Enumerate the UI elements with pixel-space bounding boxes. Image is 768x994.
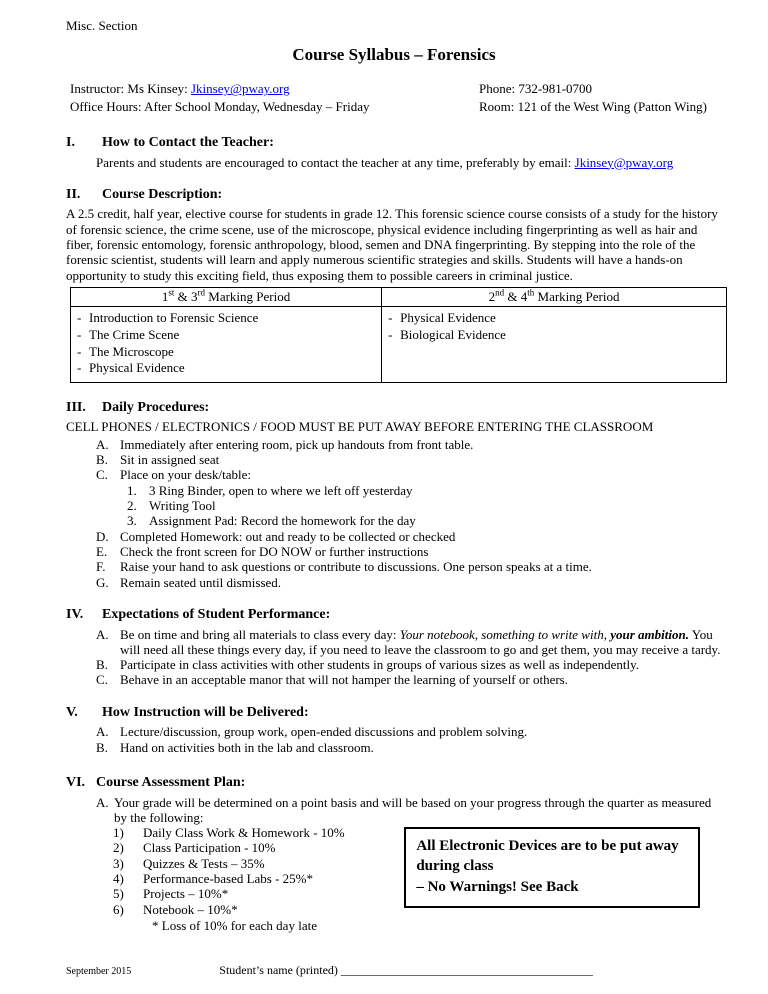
list-text: Behave in an acceptable manor that will not hamper the learning of yourself or others. [120,672,568,688]
text-normal: You will need all these things every day, if you need to leave the classroom to go and get them, you may receive a tardy. [120,626,721,657]
list-item [113,856,404,871]
list-item [113,840,404,855]
header-text: Marking Period [205,289,291,305]
table-item-text: Physical Evidence [400,310,496,326]
list-text: Sit in assigned seat [120,452,220,468]
footer-date: September 2015 [66,966,132,978]
table-list-item [77,360,375,377]
list-text: Daily Class Work & Homework - 10% [143,825,345,841]
table-header-left [71,288,382,306]
list-marker: 2. [127,498,137,514]
list-item [96,657,722,672]
instructor-label: Instructor: Ms Kinsey: [70,81,191,97]
header-text: 2 [488,289,496,305]
list-item [96,575,722,590]
list-marker: 4) [113,871,124,887]
table-list-item [77,310,375,327]
list-item [113,886,404,901]
list-item [96,724,722,739]
header-text: & 4 [504,289,528,305]
section-number: II. [66,186,81,202]
dash-bullet: - [77,360,82,376]
list-text: Lecture/discussion, group work, open-ended discussions and problem solving. [120,724,528,740]
list-marker: 1. [127,482,137,498]
list-item [96,467,722,482]
list-item [113,871,404,886]
section-heading-contact-teacher [66,135,722,152]
list-marker: 3. [127,513,137,529]
list-text: 3 Ring Binder, open to where we left off yesterday [149,482,413,498]
section-heading-assessment [66,775,722,792]
list-marker: C. [96,672,108,688]
table-list-item [388,310,720,327]
list-marker: 1) [113,825,124,841]
contact-teacher-body [96,155,722,170]
table-list-item [77,344,375,361]
marking-period-table [70,287,727,383]
table-item-text: Introduction to Forensic Science [89,310,259,326]
list-marker: A. [96,794,109,810]
list-marker: A. [96,626,109,642]
list-marker: 5) [113,886,124,902]
section-number: IV. [66,606,84,622]
table-cell-left [71,307,382,382]
contact-right-column [479,81,722,116]
list-marker: 2) [113,840,124,856]
contact-info-block [70,81,722,118]
list-item [96,437,722,452]
late-penalty-footnote: * Loss of 10% for each day late [152,918,317,934]
list-marker: B. [96,657,108,673]
table-item-text: Physical Evidence [89,360,185,376]
list-item [96,529,722,544]
list-text: Hand on activities both in the lab and classroom. [120,739,374,755]
course-description-paragraph: A 2.5 credit, half year, elective course for students in grade 12. This forensic science course consists of a study for the history of forensic science, the crime scene, use of the microscope, physical evidence including fingerprinting as well as hair and fiber, forensic entomology, forensic anthropology, blood, semen and DNA fingerprinting. By stepping into the role of the forensic scientist, students will learn and apply numerous scientific strategies and skills. Students will have a hands-on opportunity to study this exciting field, thus exposing them to possible careers in criminal justice. [66,206,718,283]
section-heading-course-description [66,187,722,204]
student-name-line: Student’s name (printed) __________________________________________ [219,963,593,978]
dash-bullet: - [388,310,393,326]
table-item-text: The Crime Scene [89,326,180,342]
section-title: Daily Procedures: [102,399,210,415]
section-title: Course Description: [102,186,223,202]
page-title: Course Syllabus – Forensics [292,45,496,65]
list-text: Your grade will be determined on a point basis and will be based on your progress through the quarter as measured by the following: [114,794,712,825]
page-footer [66,963,722,978]
list-item [96,452,722,467]
section-title: How to Contact the Teacher: [102,135,274,151]
list-item [127,498,722,513]
section-heading-expectations [66,607,722,624]
list-text: Check the front screen for DO NOW or further instructions [120,544,429,559]
list-item [113,902,404,917]
instructor-email-link[interactable]: Jkinsey@pway.org [190,81,290,97]
dash-bullet: - [77,326,82,342]
instructor-line [70,81,479,96]
section-heading-instruction [66,705,722,722]
section-number: VI. [66,774,86,790]
list-marker: 6) [113,901,124,917]
table-list-item [77,327,375,344]
list-text: Participate in class activities with other students in groups of various sizes as well as independently. [120,657,640,673]
text-normal: Be on time and bring all materials to class every day: [120,626,400,642]
list-text: Remain seated until dismissed. [120,574,282,590]
office-hours-line: Office Hours: After School Monday, Wednesday – Friday [70,98,370,114]
ordinal-superscript: st [168,287,175,298]
section-number: I. [66,135,75,151]
list-marker: D. [96,528,109,544]
list-text: Performance-based Labs - 25%* [143,871,314,887]
list-item [96,672,722,687]
section-number: V. [66,704,78,720]
ordinal-superscript: th [527,287,535,298]
text-bold-italic: your ambition. [610,626,689,642]
list-text: Completed Homework: out and ready to be collected or checked [120,528,456,544]
list-item [96,795,722,826]
header-text: 1 [161,289,169,305]
ordinal-superscript: nd [495,287,505,298]
list-item [96,740,722,755]
phone-line: Phone: 732-981-0700 [479,81,593,97]
table-list-item [388,327,720,344]
contact-teacher-text: Parents and students are encouraged to contact the teacher at any time, preferably by email: [96,154,575,170]
header-text: & 3 [174,289,198,305]
list-marker: E. [96,544,108,559]
list-text: Raise your hand to ask questions or contribute to discussions. One person speaks at a time. [120,559,592,575]
list-text: Notebook – 10%* [143,901,238,917]
section-heading-daily-procedures [66,400,722,417]
table-item-text: Biological Evidence [400,326,506,342]
text-italic: Your notebook, something to write with, [399,626,611,642]
list-item [96,627,722,658]
cell-phones-notice: CELL PHONES / ELECTRONICS / FOOD MUST BE PUT AWAY BEFORE ENTERING THE CLASSROOM [66,419,654,435]
list-text [120,627,722,658]
table-body-row [71,307,726,382]
section-title: Expectations of Student Performance: [102,606,331,622]
header-text: Marking Period [534,289,620,305]
assessment-list [66,825,404,933]
notice-box-line2: – No Warnings! See Back [416,878,579,895]
list-text: Assignment Pad: Record the homework for the day [149,513,416,529]
misc-section-label: Misc. Section [66,18,138,33]
dash-bullet: - [388,326,393,342]
list-item [127,483,722,498]
dash-bullet: - [77,343,82,359]
list-marker: B. [96,739,108,755]
contact-teacher-email-link[interactable]: Jkinsey@pway.org [574,154,674,170]
list-marker: B. [96,452,108,468]
table-cell-right [382,307,726,382]
list-marker: C. [96,467,108,483]
list-item [127,513,722,528]
list-item [96,559,722,574]
table-item-text: The Microscope [89,343,174,359]
contact-left-column [70,81,479,116]
list-marker: A. [96,436,109,452]
list-marker: F. [96,559,106,575]
dash-bullet: - [77,310,82,326]
table-header-right [382,288,726,306]
list-text: Place on your desk/table: [120,467,252,483]
section-number: III. [66,399,86,415]
list-marker: G. [96,574,109,590]
section-title: Course Assessment Plan: [96,774,246,790]
table-header-row [71,288,726,307]
list-text: Quizzes & Tests – 35% [143,855,265,871]
room-line: Room: 121 of the West Wing (Patton Wing) [479,98,707,114]
list-marker: A. [96,724,109,740]
electronics-notice-box [404,827,700,908]
notice-box-line1: All Electronic Devices are to be put away during class [416,838,679,875]
section-title: How Instruction will be Delivered: [102,704,309,720]
list-item [96,544,722,559]
list-marker: 3) [113,855,124,871]
list-text: Immediately after entering room, pick up handouts from front table. [120,436,474,452]
list-text: Projects – 10%* [143,886,229,902]
list-item [113,825,404,840]
list-text: Writing Tool [149,498,216,514]
ordinal-superscript: rd [197,287,206,298]
sub-list [66,483,722,529]
list-text: Class Participation - 10% [143,840,276,856]
assessment-row [66,825,722,933]
